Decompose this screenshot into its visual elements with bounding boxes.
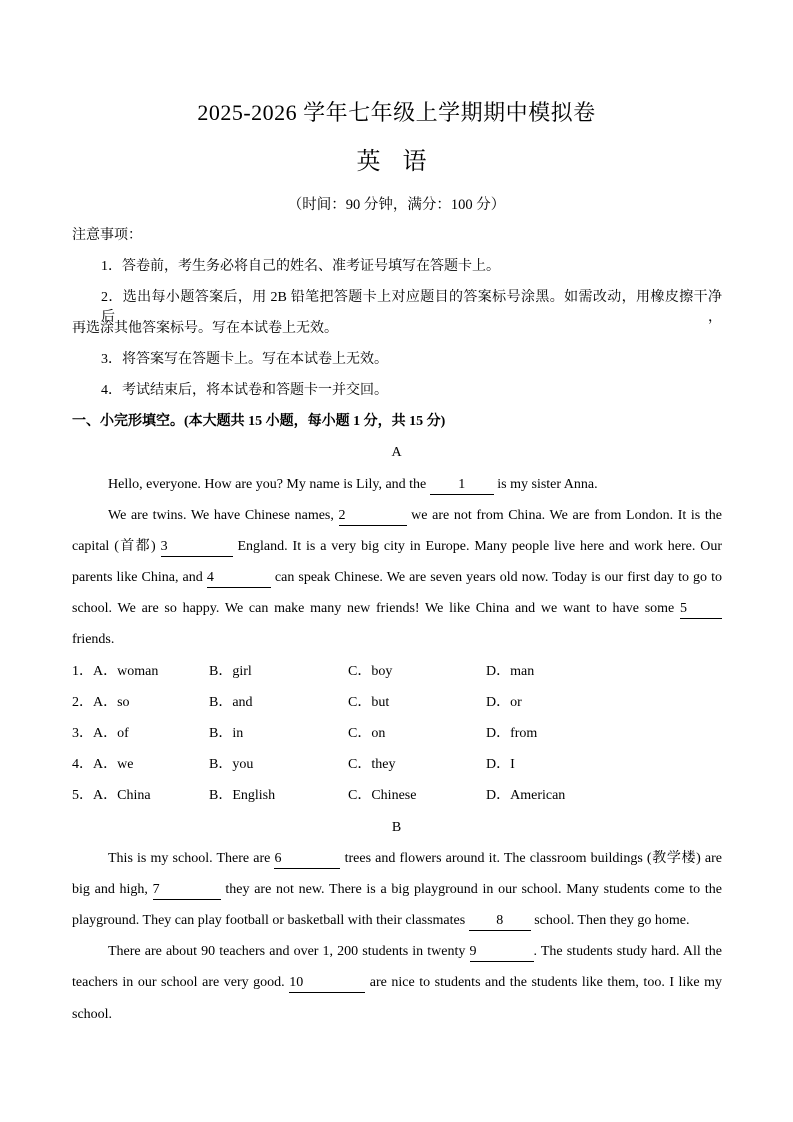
question-1 [72, 662, 722, 682]
passage-text: they are not new. There is a big playground in our school. Many students come to the [220, 882, 723, 897]
q1-option-a: 1．A．woman [72, 664, 159, 679]
passage-b-line-4 [108, 942, 722, 962]
q1-option-c: C．boy [348, 664, 393, 679]
passage-text: big and high, [72, 882, 153, 897]
passage-text: playground. They can play football or basketball with their classmates [72, 913, 469, 928]
notes-heading: 注意事项： [72, 228, 142, 243]
q5-option-b: B．English [209, 788, 276, 803]
note-item-2-line-2: 再选涂其他答案标号。写在本试卷上无效。 [72, 321, 338, 336]
blank-1: 1 [430, 477, 494, 495]
passage-text: parents like China, and [72, 570, 207, 585]
q4-option-d: D．I [486, 757, 515, 772]
note-item-4: 4．考试结束后，将本试卷和答题卡一并交回。 [101, 383, 388, 398]
q5-option-c: C．Chinese [348, 788, 417, 803]
blank-9: 9 [470, 944, 534, 962]
passage-b-line-6: school. [72, 1007, 113, 1022]
passage-a-line-5 [72, 599, 722, 619]
q4-option-c: C．they [348, 757, 396, 772]
exam-title: 2025-2026 学年七年级上学期期中模拟卷 [197, 100, 596, 125]
q3-option-a: 3．A．of [72, 726, 129, 741]
q5-option-a: 5．A．China [72, 788, 151, 803]
passage-text: Hello, everyone. How are you? My name is Lily, and the [108, 477, 430, 492]
question-4 [72, 755, 722, 775]
subject-char-2: 语 [402, 149, 437, 175]
q1-option-d: D．man [486, 664, 535, 679]
blank-3: 3 [161, 539, 233, 557]
passage-text: is my sister Anna. [493, 477, 598, 492]
q4-option-b: B．you [209, 757, 254, 772]
q3-option-d: D．from [486, 726, 538, 741]
passage-text: can speak Chinese. We are seven years old now. Today is our first day to go to [270, 570, 723, 585]
q1-option-b: B．girl [209, 664, 252, 679]
passage-b-line-3 [72, 911, 689, 931]
passage-b-line-2 [72, 880, 722, 900]
blank-4: 4 [207, 570, 271, 588]
blank-8: 8 [469, 913, 531, 931]
question-5 [72, 786, 722, 806]
q2-option-b: B．and [209, 695, 253, 710]
passage-b-line-1 [108, 849, 722, 869]
note-item-1: 1．答卷前，考生务必将自己的姓名、准考证号填写在答题卡上。 [101, 259, 500, 274]
q4-option-a: 4．A．we [72, 757, 134, 772]
passage-text: school. Then they go home. [530, 913, 690, 928]
note-item-3: 3．将答案写在答题卡上。写在本试卷上无效。 [101, 352, 388, 367]
passage-text: capital (首都) [72, 539, 161, 554]
passage-text: We are twins. We have Chinese names, [108, 508, 339, 523]
blank-5: 5 [680, 601, 722, 619]
q2-option-c: C．but [348, 695, 390, 710]
blank-7: 7 [153, 882, 221, 900]
subject-title [0, 141, 793, 176]
passage-a-label: A [391, 445, 402, 460]
passage-a-line-1 [108, 475, 598, 495]
blank-6: 6 [274, 851, 340, 869]
question-3 [72, 724, 722, 744]
subject-char-1: 英 [356, 149, 391, 175]
passage-a-line-2 [108, 506, 722, 526]
passage-text: . The students study hard. All the [533, 944, 722, 959]
passage-text: we are not from China. We are from London. It is the [406, 508, 722, 523]
note-item-2-line-1: 2．选出每小题答案后，用 2B 铅笔把答题卡上对应题目的答案标号涂黑。如需改动，用橡皮擦干净后， [101, 290, 722, 325]
passage-text: This is my school. There are [108, 851, 275, 866]
passage-text: teachers in our school are very good. [72, 975, 290, 990]
q2-option-d: D．or [486, 695, 522, 710]
passage-text: England. It is a very big city in Europe. Many people live here and work here. Our [232, 539, 722, 554]
q5-option-d: D．American [486, 788, 566, 803]
passage-text: There are about 90 teachers and over 1, 200 students in twenty [108, 944, 470, 959]
time-info: （时间：90 分钟，满分：100 分） [287, 197, 506, 213]
passage-a-line-4 [72, 568, 722, 588]
passage-text: trees and flowers around it. The classroom buildings (教学楼) are [340, 851, 723, 866]
passage-a-line-6: friends. [72, 632, 115, 647]
passage-b-line-5 [72, 973, 722, 993]
passage-b-label: B [391, 820, 402, 835]
section-1-heading: 一、小完形填空。(本大题共 15 小题，每小题 1 分，共 15 分) [72, 414, 446, 429]
passage-text: are nice to students and the students like them, too. I like my [365, 975, 722, 990]
q2-option-a: 2．A．so [72, 695, 130, 710]
q3-option-b: B．in [209, 726, 244, 741]
q3-option-c: C．on [348, 726, 386, 741]
blank-10: 10 [289, 975, 365, 993]
passage-a-line-3 [72, 537, 722, 557]
question-2 [72, 693, 722, 713]
blank-2: 2 [339, 508, 407, 526]
passage-text: school. We are so happy. We can make many new friends! We like China and we want to have some [72, 601, 680, 616]
